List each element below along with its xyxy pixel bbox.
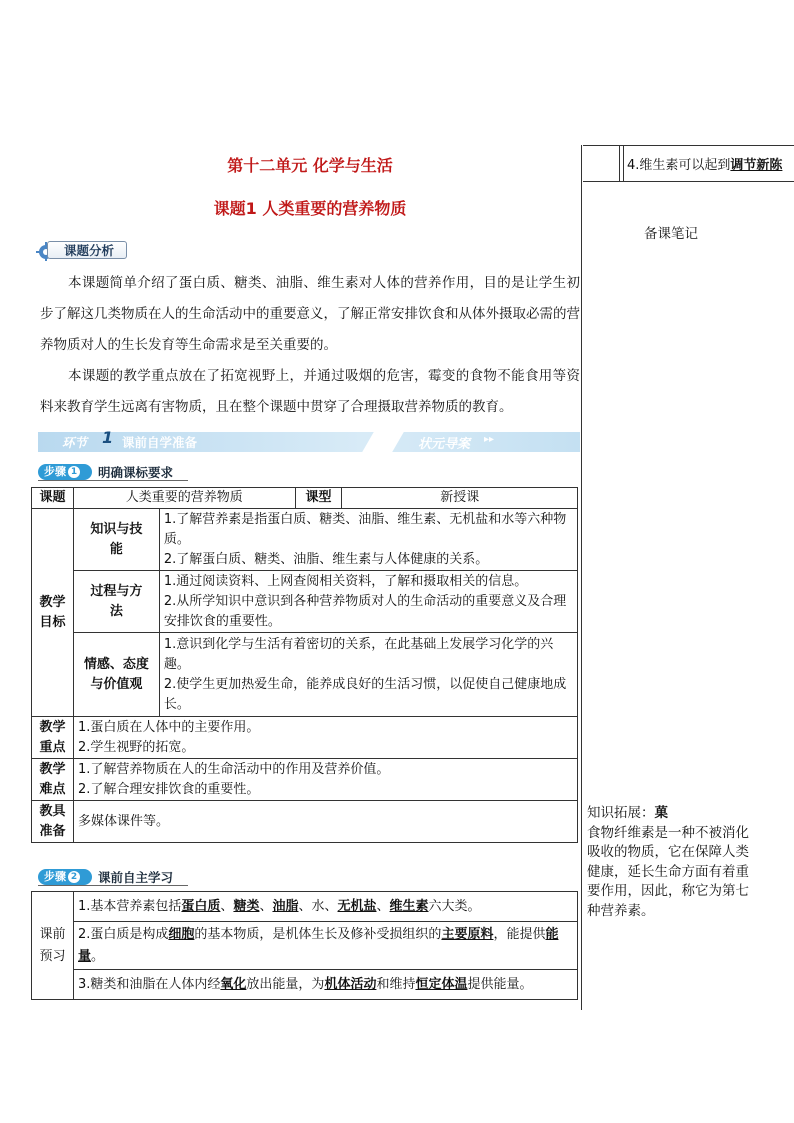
key-points-content bbox=[73, 717, 577, 759]
preview-row-3 bbox=[74, 970, 578, 1000]
difficulty-2: 2.了解合理安排饮食的重要性。 bbox=[77, 781, 260, 797]
knowledge-item-1: 1.了解营养素是指蛋白质、糖类、油脂、维生素、无机盐和水等六种物质。 bbox=[163, 511, 567, 547]
preview-2-text: ，能提供 bbox=[493, 926, 546, 942]
notes-title: 备课笔记 bbox=[644, 226, 698, 242]
band-label: 课前自学准备 bbox=[122, 435, 198, 450]
sidebar-cell-border bbox=[619, 146, 620, 181]
step-1-number: 1 bbox=[68, 466, 80, 478]
topic-value: 人类重要的营养物质 bbox=[73, 488, 295, 509]
sidebar-top-text-a: 4.维生素可以起到 bbox=[627, 158, 731, 173]
band-divider bbox=[362, 432, 404, 452]
process-item-1: 1.通过阅读资料、上网查阅相关资料，了解和摄取相关的信息。 bbox=[163, 573, 528, 589]
emotion-label: 情感、态度与价值观 bbox=[73, 633, 159, 717]
preview-table bbox=[31, 891, 578, 1000]
difficulties-content bbox=[73, 759, 577, 801]
extension-tag: 菓 bbox=[654, 805, 668, 821]
preview-2-text: 。 bbox=[91, 948, 105, 964]
answer-fat: 油脂 bbox=[272, 898, 299, 914]
answer-oxidation: 氧化 bbox=[220, 976, 247, 992]
answer-cell: 细胞 bbox=[168, 926, 195, 942]
preview-1-text: 、水、 bbox=[298, 898, 338, 914]
preview-2-text: 的基本物质，是机体生长及修补受损组织的 bbox=[194, 926, 442, 942]
band-number: 1 bbox=[102, 428, 114, 447]
type-value: 新授课 bbox=[342, 488, 578, 509]
emotion-item-2: 2.使学生更加热爱生命，能养成良好的生活习惯，以促使自己健康地成长。 bbox=[163, 676, 567, 712]
knowledge-content bbox=[159, 509, 577, 571]
answer-protein: 蛋白质 bbox=[181, 898, 221, 914]
preview-1-text: 六大类。 bbox=[428, 898, 481, 914]
answer-body-activity: 机体活动 bbox=[324, 976, 377, 992]
step-2-pill bbox=[38, 869, 92, 885]
materials-label: 教具准备 bbox=[32, 801, 74, 843]
preview-row-1 bbox=[74, 892, 578, 922]
knowledge-item-2: 2.了解蛋白质、糖类、油脂、维生素与人体健康的关系。 bbox=[163, 551, 489, 567]
step-1-label: 明确课标要求 bbox=[98, 465, 174, 480]
key-points-label: 教学重点 bbox=[32, 717, 74, 759]
knowledge-extension bbox=[587, 804, 759, 921]
answer-energy: 能量 bbox=[78, 926, 559, 964]
step-2-label: 课前自主学习 bbox=[98, 870, 174, 885]
unit-title: 第十二单元 化学与生活 bbox=[227, 156, 393, 175]
sidebar-cell-border bbox=[623, 146, 624, 181]
type-label: 课型 bbox=[295, 488, 342, 509]
step-1-pill bbox=[38, 464, 92, 480]
answer-mineral: 无机盐 bbox=[337, 898, 377, 914]
process-label: 过程与方法 bbox=[73, 571, 159, 633]
answer-body-temperature: 恒定体温 bbox=[415, 976, 468, 992]
preview-1-text: 1.基本营养素包括 bbox=[78, 898, 182, 914]
answer-vitamin: 维生素 bbox=[389, 898, 429, 914]
topic-label: 课题 bbox=[32, 488, 74, 509]
analysis-paragraph-1: 本课题简单介绍了蛋白质、糖类、油脂、维生素对人体的营养作用，目的是让学生初步了解这几类物质在人的生命活动中的重要意义，了解正常安排饮食和从体外摄取必需的营养物质对人的生长发育等生命需求是至关重要的。 bbox=[40, 275, 580, 353]
key-point-2: 2.学生视野的拓宽。 bbox=[77, 739, 195, 755]
analysis-paragraph-2: 本课题的教学重点放在了拓宽视野上，并通过吸烟的危害，霉变的食物不能食用等资料来教育学生远离有害物质，且在整个课题中贯穿了合理摄取营养物质的教育。 bbox=[40, 368, 580, 415]
preview-3-text: 和维持 bbox=[376, 976, 416, 992]
step-1-pill-text: 步骤 bbox=[44, 465, 66, 478]
extension-body: 食物纤维素是一种不被消化吸收的物质，它在保障人类健康，延长生命方面有着重要作用，因此，称它为第七种营养素。 bbox=[587, 824, 749, 919]
answer-main-material: 主要原料 bbox=[441, 926, 494, 942]
preview-3-text: 提供能量。 bbox=[467, 976, 533, 992]
preview-label: 课前预习 bbox=[32, 892, 74, 1000]
answer-sugar: 糖类 bbox=[233, 898, 260, 914]
preview-3-text: 放出能量，为 bbox=[246, 976, 325, 992]
process-item-2: 2.从所学知识中意识到各种营养物质对人的生命活动的重要意义及合理安排饮食的重要性。 bbox=[163, 593, 567, 629]
emotion-item-1: 1.意识到化学与生活有着密切的关系，在此基础上发展学习化学的兴趣。 bbox=[163, 636, 554, 672]
step-2-number: 2 bbox=[68, 871, 80, 883]
sidebar-top-row bbox=[583, 145, 794, 182]
section-band bbox=[38, 428, 580, 452]
goals-label: 教学目标 bbox=[32, 509, 74, 717]
materials-content: 多媒体课件等。 bbox=[73, 801, 577, 843]
emotion-content bbox=[159, 633, 577, 717]
step-1-underline bbox=[38, 480, 188, 481]
preview-1-sep: 、 bbox=[259, 898, 273, 914]
difficulties-label: 教学难点 bbox=[32, 759, 74, 801]
sidebar-divider bbox=[581, 145, 582, 1010]
double-arrow-icon: ▸▸ bbox=[484, 434, 495, 445]
lesson-title: 课题1 人类重要的营养物质 bbox=[213, 199, 407, 218]
knowledge-label: 知识与技能 bbox=[73, 509, 159, 571]
analysis-badge bbox=[33, 238, 129, 262]
process-content bbox=[159, 571, 577, 633]
analysis-badge-label: 课题分析 bbox=[47, 241, 127, 259]
preview-row-2 bbox=[74, 922, 578, 970]
sidebar-top-text bbox=[627, 154, 782, 173]
sidebar-top-text-b: 调节新陈 bbox=[730, 158, 783, 173]
preview-1-sep: 、 bbox=[376, 898, 390, 914]
analysis-text bbox=[40, 268, 580, 423]
preview-1-sep: 、 bbox=[220, 898, 234, 914]
preview-3-text: 3.糖类和油脂在人体内经 bbox=[78, 976, 221, 992]
band-prefix: 环节 bbox=[62, 435, 88, 450]
step-2-underline bbox=[38, 885, 188, 886]
preview-2-text: 2.蛋白质是构成 bbox=[78, 926, 169, 942]
key-point-1: 1.蛋白质在人体中的主要作用。 bbox=[77, 719, 260, 735]
difficulty-1: 1.了解营养物质在人的生命活动中的作用及营养价值。 bbox=[77, 761, 390, 777]
band-right-label: 状元导案 bbox=[418, 437, 471, 452]
extension-label: 知识拓展： bbox=[587, 805, 655, 821]
curriculum-table bbox=[31, 487, 578, 843]
step-2-pill-text: 步骤 bbox=[44, 870, 66, 883]
